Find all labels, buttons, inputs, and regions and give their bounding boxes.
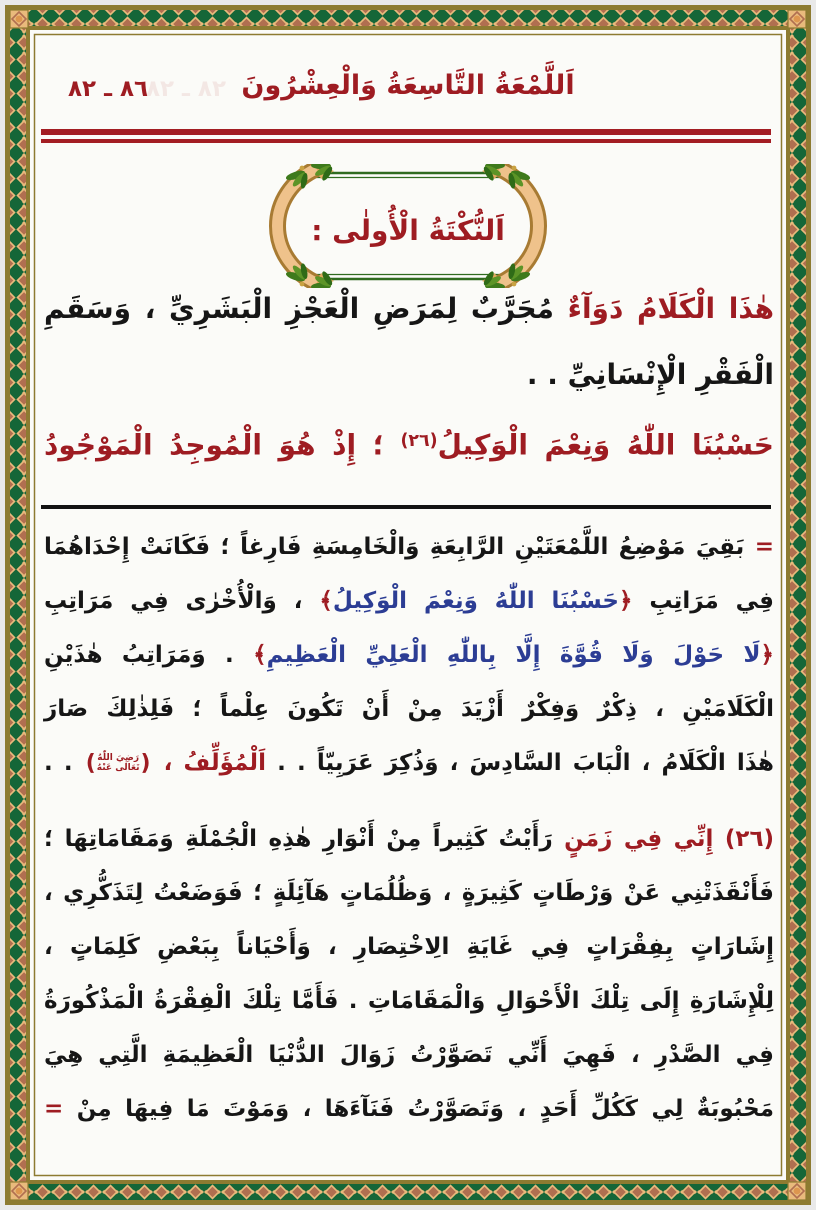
text-segment: ﴿ — [618, 588, 633, 614]
text-segment: . وَمَرَاتِبُ هٰذَيْنِ — [44, 642, 254, 668]
ornament-cartouche — [236, 164, 580, 288]
text-line — [44, 920, 774, 974]
text-segment: . . — [44, 750, 84, 776]
header-double-rule — [41, 129, 771, 143]
text-segment: رَأَيْتُ كَثِيراً مِنْ أَنْوَارِ هٰذِهِ الْجُمْلَةِ وَمَقَامَاتِهَا ؛ — [44, 826, 553, 852]
text-segment: حَسْبُنَا اللّٰهُ وَنِعْمَ الْوَكِيلُ — [437, 428, 774, 462]
footnote-separator-rule — [41, 505, 771, 509]
text-segment: = — [744, 534, 774, 560]
text-segment: اَلْمُؤَلِّفُ ، — [152, 750, 266, 776]
text-segment: فِي الصَّدْرِ ، فَهِيَ أَنِّي تَصَوَّرْتُ زَوَالَ الدُّنْيَا الْعَظِيمَةِ الَّتِي هِيَ — [44, 1042, 774, 1068]
text-line — [44, 1082, 774, 1136]
text-line — [44, 408, 774, 474]
text-segment: (٢٦) إِنِّي فِي زَمَنٍ — [552, 826, 774, 852]
text-line — [44, 682, 774, 736]
text-segment: الْكَلَامَيْنِ ، ذِكْرٌ وَفِكْرٌ أَزْيَدَ مِنْ أَنْ تَكُونَ عِلْماً ؛ فَلِذٰلِكَ صَارَ — [44, 696, 774, 722]
text-segment: ﴿ — [760, 642, 775, 668]
text-segment: حَسْبُنَا اللّٰهُ وَنِعْمَ الْوَكِيلُ — [332, 588, 619, 614]
footnote-continuation — [44, 520, 774, 790]
text-segment: الْفَقْرِ الْإِنْسَانِيِّ . . — [526, 358, 774, 391]
text-segment: ، وَالْأُخْرٰى فِي مَرَاتِبِ — [44, 588, 320, 614]
main-text — [44, 276, 774, 474]
text-line — [44, 812, 774, 866]
text-line — [44, 628, 774, 682]
text-segment: هٰذَا الْكَلَامُ دَوَآءٌ — [554, 292, 774, 325]
text-segment: = — [44, 1096, 64, 1122]
text-line — [44, 866, 774, 920]
page-title: اَللَّمْعَةُ التَّاسِعَةُ وَالْعِشْرُونَ — [241, 70, 575, 101]
text-line — [44, 736, 774, 790]
page-range-showthrough: ٨٢ ـ ٨٢ — [145, 76, 226, 102]
text-segment: هٰذَا الْكَلَامُ ، الْبَابَ السَّادِسَ ، وَذُكِرَ عَرَبِيّاً . . — [265, 750, 775, 776]
text-line — [44, 574, 774, 628]
text-line — [44, 1028, 774, 1082]
footnote-reference: (٢٦) — [400, 431, 438, 451]
text-segment: ﴾ — [253, 642, 267, 668]
text-segment: مَحْبُوبَةٌ لِي كَكُلِّ أَحَدٍ ، وَتَصَوَّرْتُ فَنَآءَهَا ، وَمَوْتَ مَا فِيهَا مِنْ — [63, 1096, 774, 1122]
text-segment: لِلْإِشَارَةِ إِلَى تِلْكَ الْأَحْوَالِ وَالْمَقَامَاتِ . فَأَمَّا تِلْكَ الْفِقْرَةُ الْمَذْكُورَةُ — [44, 988, 774, 1014]
text-line — [44, 974, 774, 1028]
text-line — [44, 520, 774, 574]
text-segment: إِشَارَاتٍ بِفِقْرَاتٍ فِي غَايَةِ الِاخْتِصَارِ ، وَأَحْيَاناً بِبَعْضِ كَلِمَاتٍ ، — [44, 934, 774, 960]
author-blessing-seal: ( رَضِيَ اللّٰهُ تَعَالٰى عَنْهُ ) — [85, 750, 151, 776]
text-line — [44, 342, 774, 408]
text-segment: لَا حَوْلَ وَلَا قُوَّةَ إِلَّا بِاللّٰهِ الْعَلِيِّ الْعَظِيمِ — [266, 642, 761, 668]
text-segment: ؛ إِذْ هُوَ الْمُوجِدُ الْمَوْجُودُ — [44, 428, 401, 462]
footnote-26 — [44, 812, 774, 1136]
text-line — [44, 276, 774, 342]
text-segment: ﴾ — [319, 588, 333, 614]
section-heading: اَلنُّكْتَةُ الْأُولٰى : — [311, 213, 505, 247]
text-segment: فَأَنْقَذَتْنِي عَنْ وَرْطَاتٍ كَثِيرَةٍ ، وَظُلُمَاتٍ هَآئِلَةٍ ؛ فَوَضَعْتُ لِتَذَكُّرِي ، — [44, 880, 774, 906]
text-segment: فِي مَرَاتِبِ — [632, 588, 774, 614]
text-segment: مُجَرَّبٌ لِمَرَضِ الْعَجْزِ الْبَشَرِيِّ ، وَسَقَمِ — [44, 292, 554, 325]
text-segment: بَقِيَ مَوْضِعُ اللَّمْعَتَيْنِ الرَّابِعَةِ وَالْخَامِسَةِ فَارِغاً ؛ فَكَانَتْ إِحْدَاهُمَا — [44, 534, 745, 560]
page-range: ٨٦ ـ ٨٢ — [68, 76, 149, 102]
